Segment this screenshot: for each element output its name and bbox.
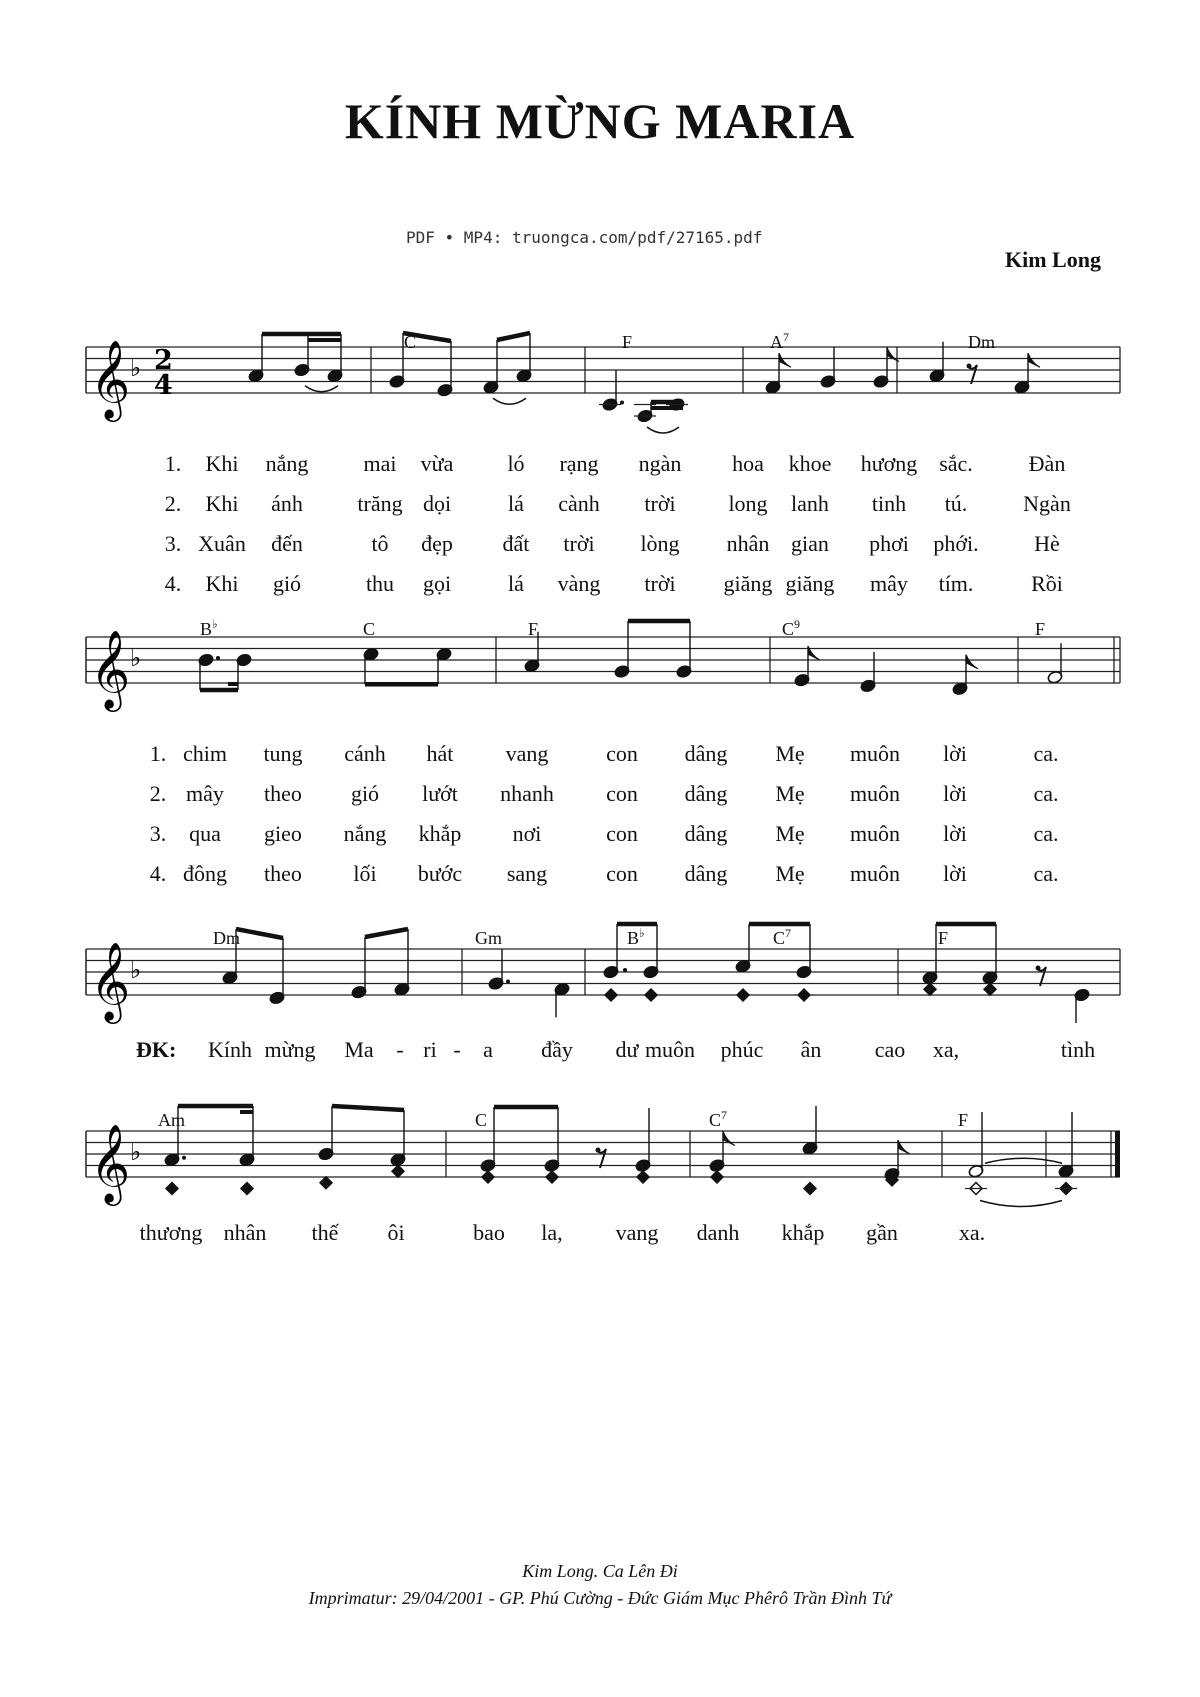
lyric-syllable: cao [874,1037,906,1062]
staff-1 [86,340,1120,422]
flag [966,655,978,669]
lyric-syllable: mây [186,781,224,806]
chord-symbol [200,619,218,640]
footer [0,1558,1200,1612]
eighth-rest-dot [596,1148,601,1153]
lyric-syllable: nắng [265,451,309,476]
lyric-syllable: tung [263,741,303,766]
note [798,989,810,1001]
notehead [166,1183,178,1195]
note [709,1132,735,1173]
augmentation-dot [623,968,627,972]
staff-3 [86,942,1120,1024]
lyric-syllable: Mẹ [775,821,805,846]
lyric-syllable: muôn [849,821,901,846]
tie [985,1158,1062,1163]
lyric-syllable: cánh [344,741,386,766]
note [984,983,996,995]
chord-symbol [958,1110,968,1131]
lyric-syllable: tím. [938,571,974,596]
note [1047,643,1063,684]
staff-4 [86,1124,1120,1206]
lyric-syllable: lá [508,571,524,596]
lyric-syllable: 2. [149,781,167,806]
tie [980,1201,1062,1207]
augmentation-dot [620,401,624,405]
note [1014,353,1040,394]
lyric-syllable: lanh [791,491,829,516]
lyric-syllable: vang [615,1220,659,1245]
lyric-syllable: đến [271,531,303,556]
beam [332,1106,404,1110]
lyric-syllable: nhanh [500,781,554,806]
lyric-syllable: dọi [422,491,452,516]
notehead [392,1165,404,1177]
lyric-syllable: dâng [684,861,728,886]
note [860,652,876,693]
chord-symbol [475,928,502,949]
chord-symbol [475,1110,487,1131]
note [1074,988,1090,1023]
chord-symbol [213,928,240,949]
lyric-syllable: vàng [557,571,601,596]
flag [779,353,791,367]
notehead [645,989,657,1001]
flag [1028,353,1040,367]
lyric-syllable: đông [183,861,227,886]
lyric-syllable: theo [264,781,302,806]
time-signature-top: 2 [154,345,173,376]
lyric-syllable: thương [139,1220,203,1245]
note [605,989,617,1001]
note [637,1171,649,1183]
lyric-syllable: ca. [1033,821,1059,846]
lyric-syllable: phơi [869,531,909,556]
chord-root: C [773,928,786,948]
notehead [482,1171,494,1183]
footer-credit: Kim Long. Ca Lên Đi [522,1561,678,1581]
chord-root: C [709,1110,722,1130]
flat-key-signature-icon: ♭ [130,644,142,672]
lyric-syllable: giăng [785,571,835,596]
lyric-syllable: con [606,861,638,886]
chord-symbol [404,332,416,353]
lyric-syllable: vừa [420,451,454,476]
lyric-syllable: Xuân [198,531,246,556]
lyric-syllable: Ngàn [1023,491,1071,516]
chord-root: A [770,332,783,352]
notehead [798,989,810,1001]
treble-clef-icon: 𝄞 [90,1124,131,1203]
lyric-syllable: tô [371,531,389,556]
chord-extension: ♭ [212,617,218,631]
lyric-syllable: ló [507,451,525,476]
lyric-syllable: đẹp [421,531,453,556]
notehead [241,1183,253,1195]
lyric-syllable: khoe [788,451,832,476]
tie [305,386,338,392]
lyric-syllable: khắp [418,821,462,846]
beam [365,929,408,937]
chord-extension: ♭ [639,926,645,940]
notehead [737,989,749,1001]
lyric-syllable: dư [615,1037,639,1062]
lyric-syllable: gần [866,1220,898,1245]
chord-symbol [528,619,538,640]
lyric-syllable: ri [423,1037,437,1062]
lyric-syllable: nhân [223,1220,267,1245]
chord-root: C [404,332,417,352]
chord-extension: 7 [785,926,792,940]
lyric-syllable: gian [791,531,829,556]
lyric-syllable: đầy [541,1037,573,1062]
chord-symbol [938,928,948,949]
lyric-syllable: Kính [208,1037,252,1062]
lyric-syllable: Mẹ [775,741,805,766]
lyric-syllable: ca. [1033,781,1059,806]
source-link[interactable]: PDF • MP4: truongca.com/pdf/27165.pdf [406,228,763,247]
chord-root: C [363,619,376,639]
lyric-syllable: gió [350,781,380,806]
lyric-syllable: 3. [164,531,182,556]
lyric-syllable: Đàn [1028,451,1066,476]
lyric-syllable: trời [644,491,676,516]
chord-root: F [622,332,633,352]
chord-root: Dm [968,332,995,352]
chord-symbol [773,928,791,949]
eighth-rest-dot [1036,966,1041,971]
lyric-syllable: xa. [958,1220,986,1245]
lyric-syllable: Khi [205,451,239,476]
chord-symbol [968,332,995,353]
note [488,950,510,991]
song-title: KÍNH MỪNG MARIA [344,93,856,149]
lyric-syllable: a [483,1037,493,1062]
chord-root: F [958,1110,969,1130]
chord-root: F [938,928,949,948]
chord-symbol [709,1110,727,1131]
lyric-syllable: hương [860,451,918,476]
lyric-syllable: Mẹ [775,781,805,806]
chord-symbol [782,619,800,640]
lyric-syllable: Khi [205,491,239,516]
augmentation-dot [506,980,510,984]
lyric-syllable: phúc [720,1037,764,1062]
chord-root: Gm [475,928,502,948]
chord-symbol [770,332,789,353]
note [765,353,791,394]
lyric-syllable: la, [541,1220,563,1245]
note [965,1183,987,1195]
lyric-syllable: rạng [559,451,599,476]
chord-symbol [158,1110,185,1131]
lyric-syllable: Hè [1034,531,1060,556]
notehead [637,1171,649,1183]
lyric-syllable: - [396,1037,404,1062]
note [711,1171,723,1183]
chord-symbol [622,332,632,353]
lyric-syllable: nơi [512,821,542,846]
note [929,342,945,383]
notehead [605,989,617,1001]
lyric-syllable: nhân [726,531,770,556]
lyric-syllable: tình [1060,1037,1096,1062]
lyric-syllable: lá [508,491,524,516]
lyric-syllable: chim [183,741,227,766]
augmentation-dot [216,656,220,660]
lyric-syllable: lối [353,861,377,886]
lyric-syllable: cành [558,491,600,516]
notehead [711,1171,723,1183]
tie [647,427,679,433]
treble-clef-icon: 𝄞 [90,340,131,419]
lyric-syllable: - [453,1037,461,1062]
note [166,1183,178,1195]
lyric-syllable: 4. [149,861,167,886]
beam [497,333,530,340]
chord-extension: 7 [721,1108,728,1122]
lyric-syllable: lướt [422,781,458,806]
flat-key-signature-icon: ♭ [130,956,142,984]
lyric-syllable: trời [644,571,676,596]
final-barline [1115,1131,1120,1177]
chord-root: F [528,619,539,639]
lyric-syllable: lời [943,781,967,806]
augmentation-dot [182,1156,186,1160]
lyric-syllable: 3. [149,821,167,846]
lyric-syllable: lời [943,861,967,886]
lyric-syllable: ngàn [638,451,682,476]
lyric-syllable: nắng [343,821,387,846]
lyric-syllable: con [606,781,638,806]
lyric-syllable: hoa [732,451,764,476]
note [645,989,657,1001]
lyric-syllable: khắp [781,1220,825,1245]
lyric-syllable: ân [800,1037,822,1062]
beam [236,929,283,938]
note [392,1165,404,1177]
lyric-syllable: mai [363,451,397,476]
lyric-syllable: lòng [640,531,680,556]
note [482,1171,494,1183]
lyric-syllable: ôi [387,1220,405,1245]
lyric-syllable: long [728,491,768,516]
lyric-syllable: giăng [723,571,773,596]
lyric-syllable: Mẹ [775,861,805,886]
chord-root: Dm [213,928,240,948]
note [554,982,570,1017]
note [820,348,836,389]
notehead [924,983,936,995]
treble-clef-icon: 𝄞 [90,942,131,1021]
chord-extension: 7 [783,330,789,344]
lyric-syllable: gieo [264,821,302,846]
treble-clef-icon: 𝄞 [90,630,131,709]
lyric-syllable: bước [417,861,463,886]
chord-symbol [627,928,645,949]
notehead [804,1183,816,1195]
lyric-syllable: muôn [644,1037,696,1062]
flat-key-signature-icon: ♭ [130,354,142,382]
refrain-label: ĐK: [136,1037,177,1062]
lyric-syllable: 1. [149,741,167,766]
lyric-syllable: sắc. [939,451,973,476]
note [924,983,936,995]
note [436,647,452,684]
chord-root: C [782,619,795,639]
chord-root: F [1035,619,1046,639]
time-signature-bottom: 4 [154,370,173,401]
note [363,647,379,684]
chord-symbol [363,619,375,640]
lyric-syllable: sang [506,861,548,886]
lyric-syllable: Khi [205,571,239,596]
lyric-syllable: xa, [932,1037,960,1062]
lyric-syllable: dâng [684,821,728,846]
flag [723,1132,735,1146]
lyric-syllable: mừng [264,1037,316,1062]
lyric-syllable: lời [943,821,967,846]
footer-imprimatur: Imprimatur: 29/04/2001 - GP. Phú Cường - Đức Giám Mục Phêrô Trần Đình Tứ [308,1588,892,1608]
lyric-syllable: Rồi [1031,571,1063,596]
staff-2 [86,630,1120,712]
lyric-syllable: mây [870,571,908,596]
lyric-syllable: đất [502,531,530,556]
lyric-syllable: con [606,821,638,846]
chord-symbol [1035,619,1045,640]
lyric-syllable: gió [272,571,302,596]
note [952,655,978,696]
tie [493,398,526,404]
lyric-syllable: gọi [422,571,452,596]
lyric-syllable: thu [365,571,395,596]
lyric-syllable: qua [189,821,221,846]
lyric-syllable: lời [943,741,967,766]
lyric-syllable: thế [311,1220,339,1245]
lyric-syllable: muôn [849,861,901,886]
lyric-syllable: tú. [944,491,968,516]
lyric-syllable: phới. [933,531,979,556]
composer-name: Kim Long [1005,247,1101,272]
chord-root: B [627,928,640,948]
lyric-syllable: dâng [684,741,728,766]
lyric-syllable: 4. [164,571,182,596]
lyric-syllable: 2. [164,491,182,516]
note [794,646,820,687]
lyric-syllable: theo [264,861,302,886]
note [320,1177,332,1189]
lyric-syllable: vang [505,741,549,766]
note [873,348,899,389]
note [599,371,621,412]
lyric-syllable: tinh [871,491,907,516]
note [241,1183,253,1195]
eighth-rest-dot [967,364,972,369]
lyric-syllable: ánh [271,491,303,516]
lyric-syllable: danh [696,1220,740,1245]
lyric-syllable: ca. [1033,861,1059,886]
lyric-syllable: dâng [684,781,728,806]
lyric-syllable: trăng [357,491,403,516]
note [884,1140,910,1181]
chord-root: B [200,619,213,639]
lyric-syllable: bao [473,1220,505,1245]
lyric-syllable: con [606,741,638,766]
notehead [320,1177,332,1189]
chord-root: C [475,1110,488,1130]
notehead [984,983,996,995]
note [804,1183,816,1195]
chord-extension: 9 [794,617,801,631]
lyric-syllable: 1. [164,451,182,476]
lyric-syllable: hát [426,741,454,766]
lyric-syllable: ca. [1033,741,1059,766]
flat-key-signature-icon: ♭ [130,1138,142,1166]
chord-root: Am [158,1110,185,1130]
note [737,989,749,1001]
lyric-syllable: trời [563,531,595,556]
lyric-syllable: Ma [344,1037,374,1062]
lyric-syllable: muôn [849,741,901,766]
note [546,1171,558,1183]
note [1055,1183,1077,1195]
notehead [546,1171,558,1183]
lyric-syllable: muôn [849,781,901,806]
